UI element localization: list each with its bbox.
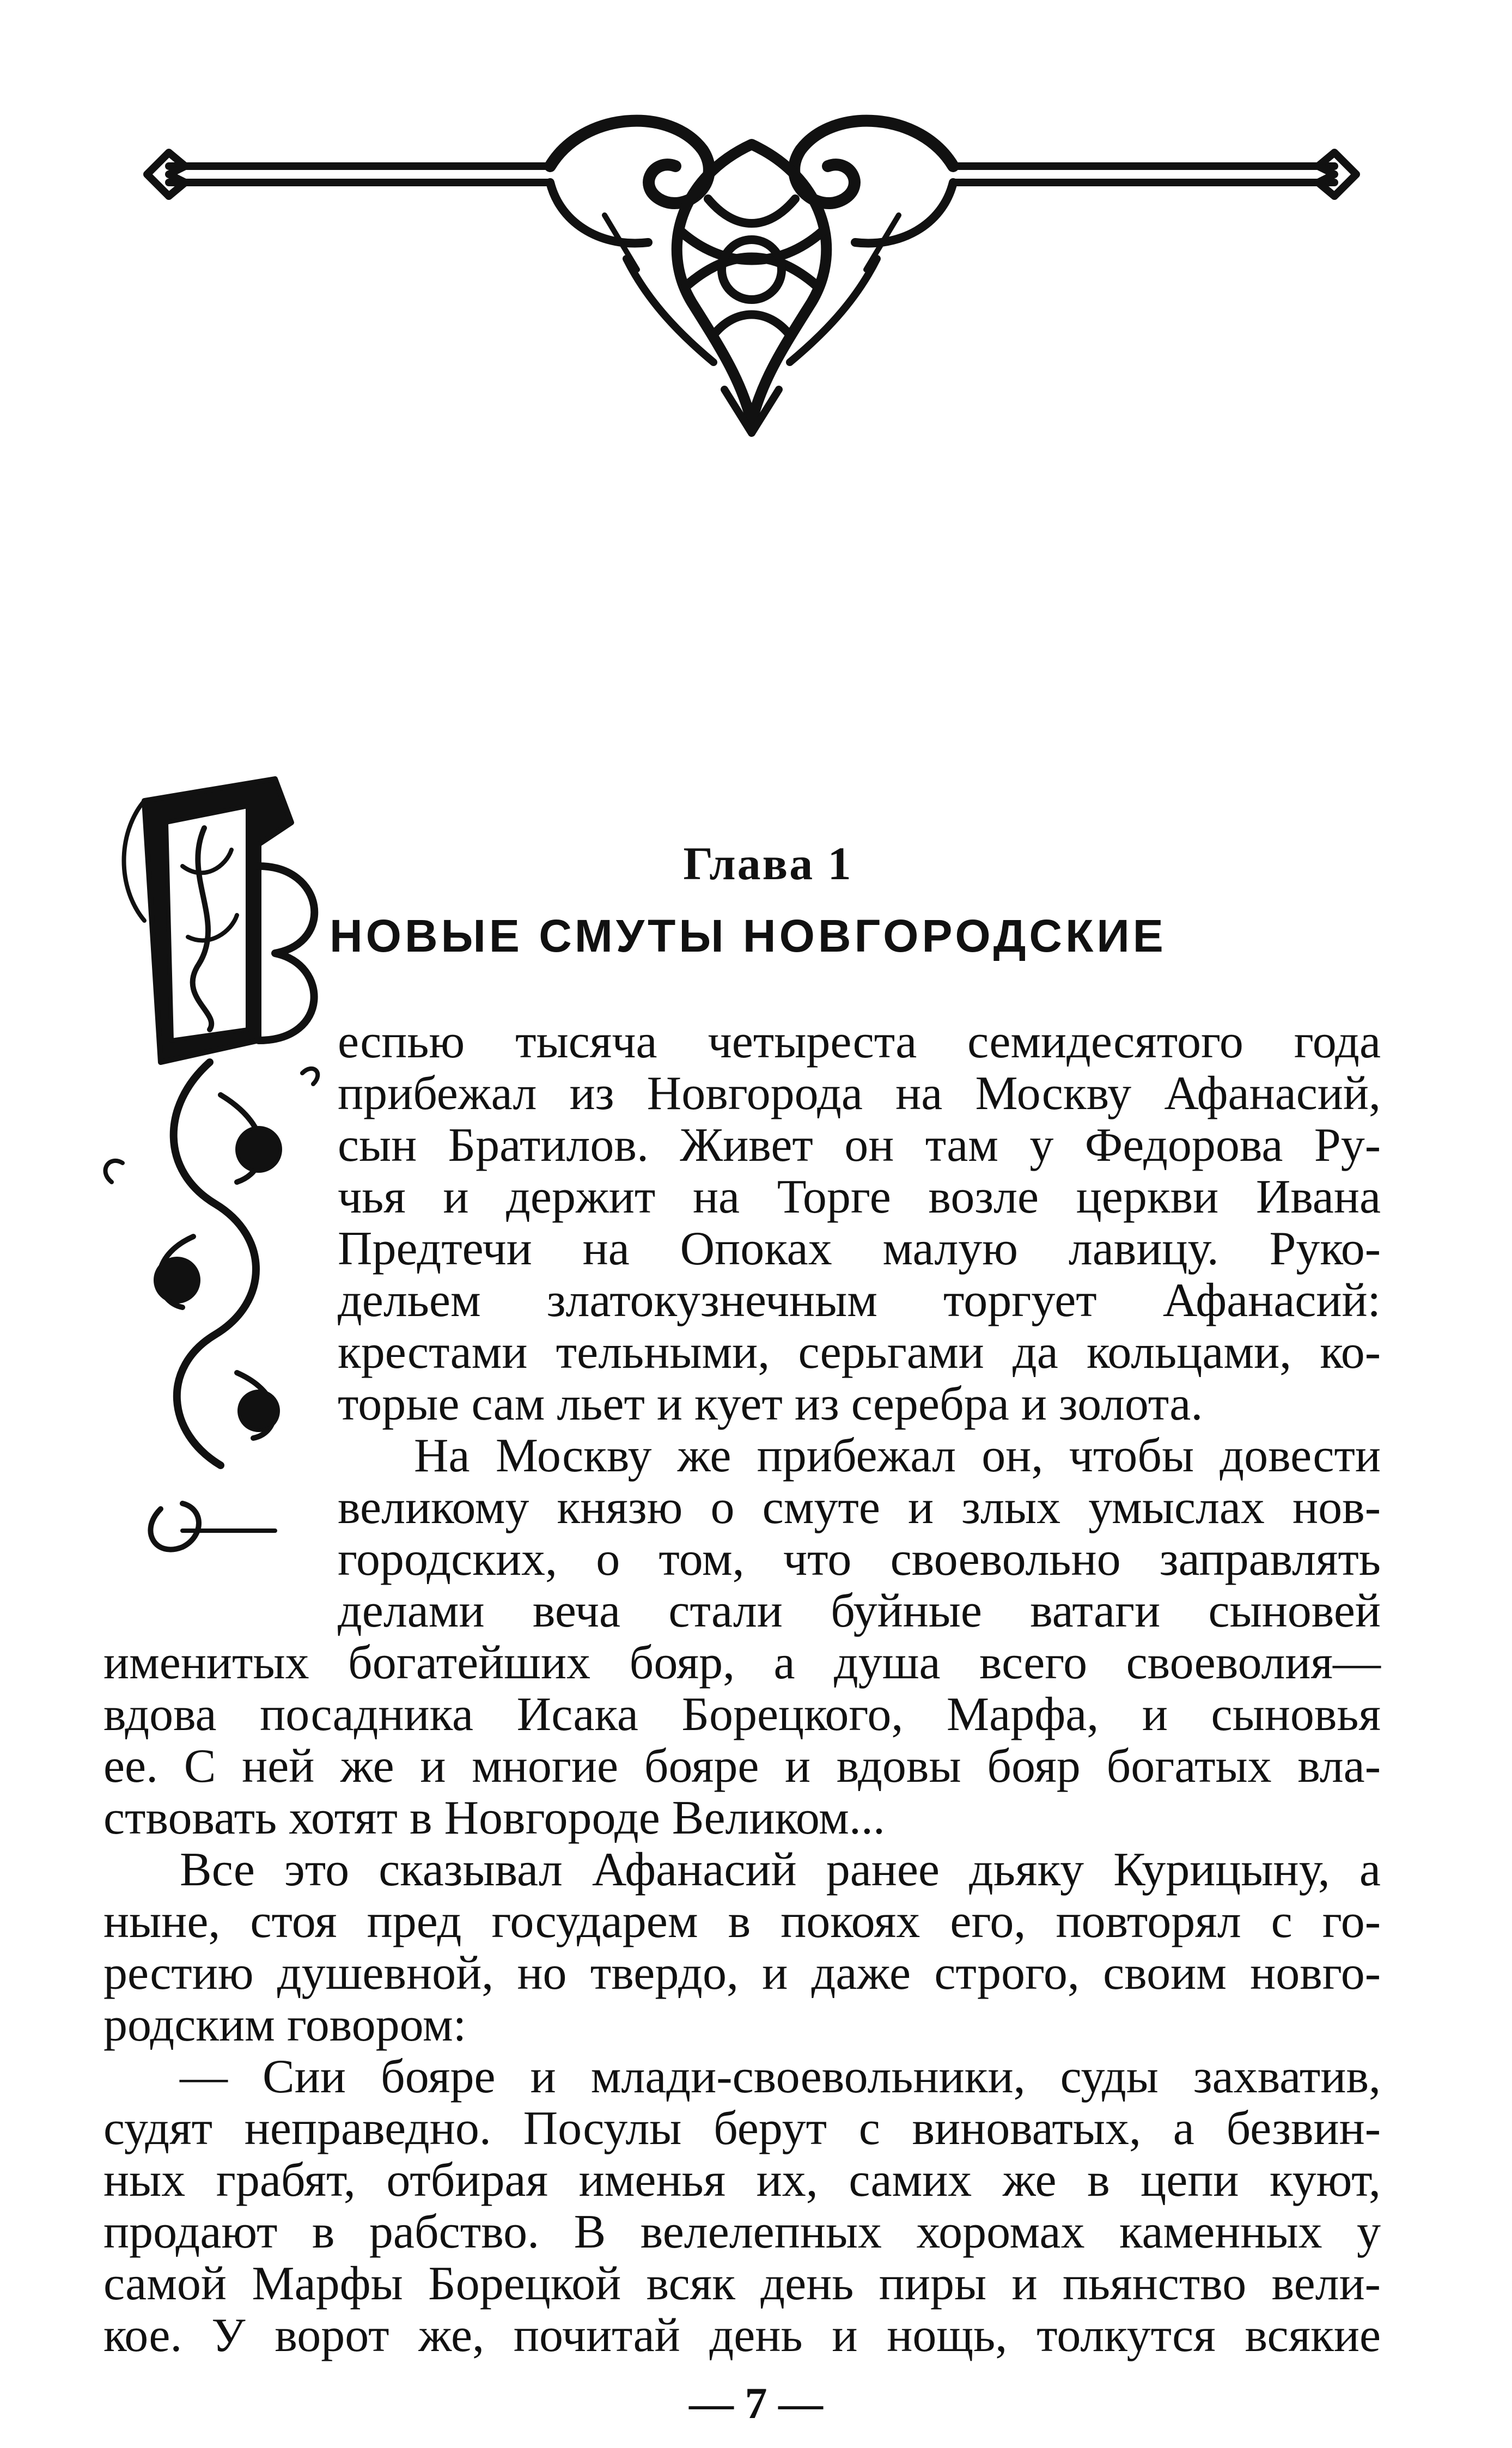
text-line: родским говором: — [103, 1999, 467, 2051]
text-line: торые сам льет и кует из серебра и золота. — [338, 1378, 1203, 1430]
chapter-title: НОВЫЕ СМУТЫ НОВГОРОДСКИЕ — [330, 910, 1167, 961]
text-line: ствовать хотят в Новгороде Великом... — [103, 1792, 885, 1844]
text-line: — Сии бояре и млади-своевольники, суды захватив, — [180, 2050, 1381, 2103]
text-line: ее. С ней же и многие бояре и вдовы бояр богатых вла- — [103, 1740, 1381, 1793]
text-line: чья и держит на Торге возле церкви Ивана — [338, 1171, 1381, 1223]
dropcap-ornament — [95, 757, 351, 1574]
text-line: продают в рабство. В велелепных хоромах каменных у — [103, 2206, 1381, 2258]
text-line: прибежал из Новгорода на Москву Афанасий, — [338, 1067, 1381, 1120]
text-line: делами веча стали буйные ватаги сыновей — [338, 1585, 1381, 1637]
text-line: вдова посадника Исака Борецкого, Марфа, и сыновья — [103, 1688, 1381, 1741]
text-line: великому князю о смуте и злых умыслах нов- — [338, 1481, 1381, 1534]
text-line: рестию душевной, но твердо, и даже строго, своим новго- — [103, 1947, 1381, 2000]
ornament-headpiece — [136, 106, 1367, 444]
text-line: На Москву же прибежал он, чтобы довести — [414, 1429, 1381, 1482]
text-line: судят неправедно. Посулы берут с виноватых, а безвин- — [103, 2102, 1381, 2155]
text-line: дельем златокузнечным торгует Афанасий: — [338, 1274, 1381, 1327]
text-line: именитых богатейших бояр, а душа всего своеволия— — [103, 1636, 1381, 1689]
text-line: крестами тельными, серьгами да кольцами, ко- — [338, 1326, 1381, 1379]
text-line: ныне, стоя пред государем в покоях его, повторял с го- — [103, 1895, 1381, 1948]
chapter-label: Глава 1 — [683, 837, 853, 890]
text-line: городских, о том, что своевольно заправлять — [338, 1533, 1381, 1586]
text-line: ных грабят, отбирая именья их, самих же в цепи куют, — [103, 2154, 1381, 2207]
text-line: самой Марфы Борецкой всяк день пиры и пьянство вели- — [103, 2257, 1381, 2310]
text-line: еспью тысяча четыреста семидесятого года — [338, 1015, 1381, 1068]
text-line: Все это сказывал Афанасий ранее дьяку Курицыну, а — [180, 1843, 1381, 1896]
text-line: сын Братилов. Живет он там у Федорова Ру- — [338, 1119, 1381, 1172]
text-line: Предтечи на Опоках малую лавицу. Руко- — [338, 1222, 1381, 1275]
page-number: — 7 — — [689, 2378, 823, 2428]
text-line: кое. У ворот же, почитай день и нощь, толкутся всякие — [103, 2309, 1381, 2362]
